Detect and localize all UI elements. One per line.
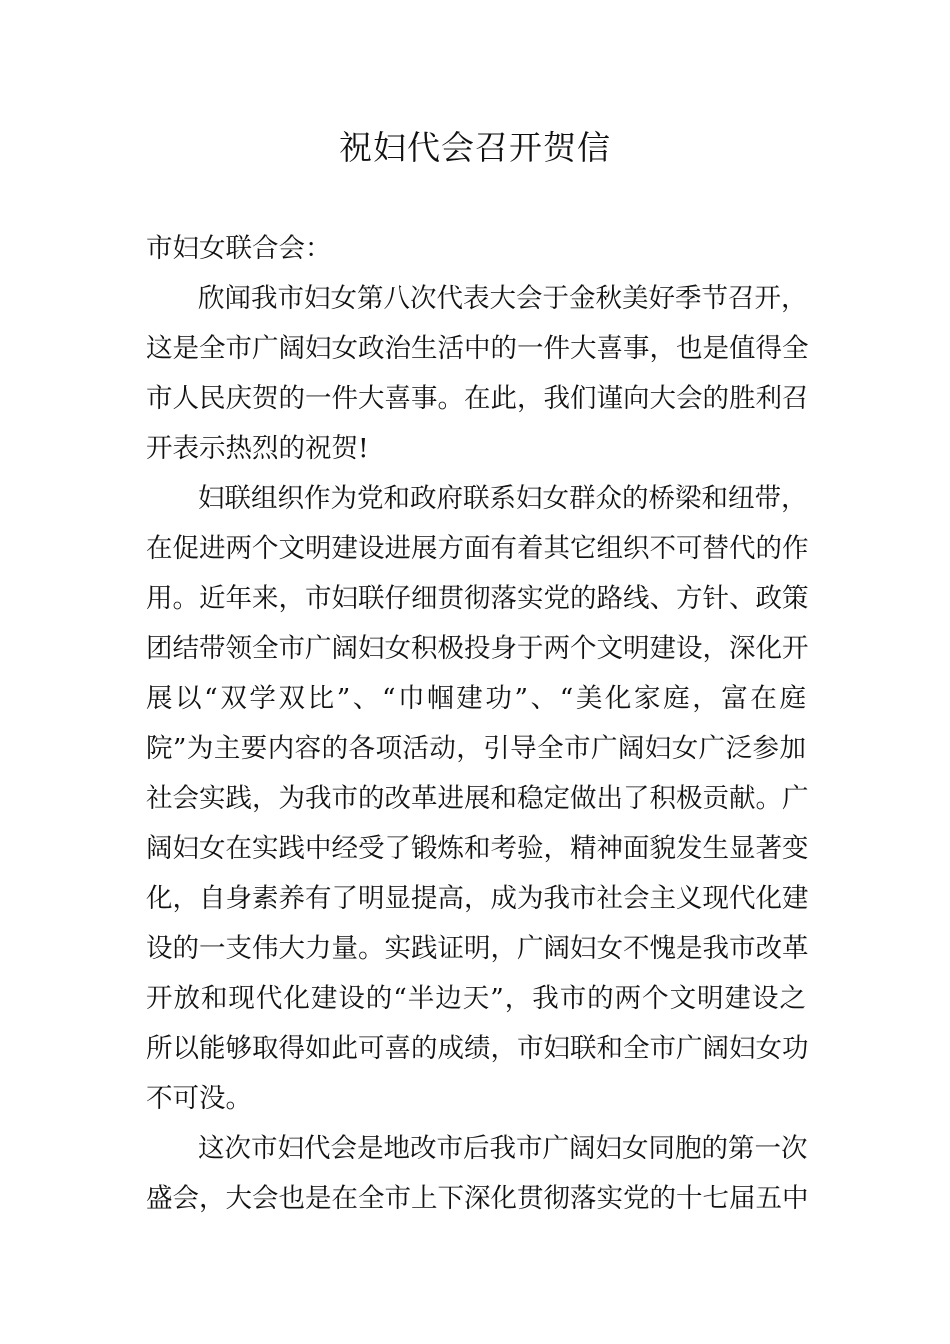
paragraph-line: 化，自身素养有了明显提高，成为我市社会主义现代化建 bbox=[146, 883, 809, 914]
paragraph-line: 展以“双学双比”、“巾帼建功”、“美化家庭，富在庭 bbox=[146, 683, 806, 714]
paragraph-line: 用。近年来，市妇联仔细贯彻落实党的路线、方针、政策 bbox=[146, 583, 809, 614]
paragraph-line: 所以能够取得如此可喜的成绩，市妇联和全市广阔妇女功 bbox=[146, 1033, 809, 1064]
paragraph-line: 盛会，大会也是在全市上下深化贯彻落实党的十七届五中 bbox=[146, 1183, 809, 1214]
paragraph-line: 妇联组织作为党和政府联系妇女群众的桥梁和纽带， bbox=[198, 483, 808, 514]
paragraph-line: 社会实践，为我市的改革进展和稳定做出了积极贡献。广 bbox=[146, 783, 809, 814]
paragraph-line: 这是全市广阔妇女政治生活中的一件大喜事，也是值得全 bbox=[146, 333, 809, 364]
paragraph-line: 院”为主要内容的各项活动，引导全市广阔妇女广泛参加 bbox=[146, 733, 806, 764]
paragraph-line: 不可没。 bbox=[146, 1083, 252, 1114]
paragraph-line: 市人民庆贺的一件大喜事。在此，我们谨向大会的胜利召 bbox=[146, 383, 809, 414]
paragraph-line: 这次市妇代会是地改市后我市广阔妇女同胞的第一次 bbox=[198, 1133, 808, 1164]
paragraph-line: 开放和现代化建设的“半边天”，我市的两个文明建设之 bbox=[146, 983, 806, 1014]
document-title: 祝妇代会召开贺信 bbox=[339, 128, 611, 167]
paragraph-line: 开表示热烈的祝贺! bbox=[146, 433, 369, 464]
paragraph-line: 设的一支伟大力量。实践证明，广阔妇女不愧是我市改革 bbox=[146, 933, 809, 964]
paragraph-line: 欣闻我市妇女第八次代表大会于金秋美好季节召开， bbox=[198, 283, 808, 314]
paragraph-line: 阔妇女在实践中经受了锻炼和考验，精神面貌发生显著变 bbox=[146, 833, 809, 864]
salutation: 市妇女联合会： bbox=[146, 233, 332, 264]
paragraph-line: 在促进两个文明建设进展方面有着其它组织不可替代的作 bbox=[146, 533, 809, 564]
paragraph-line: 团结带领全市广阔妇女积极投身于两个文明建设，深化开 bbox=[146, 633, 809, 664]
